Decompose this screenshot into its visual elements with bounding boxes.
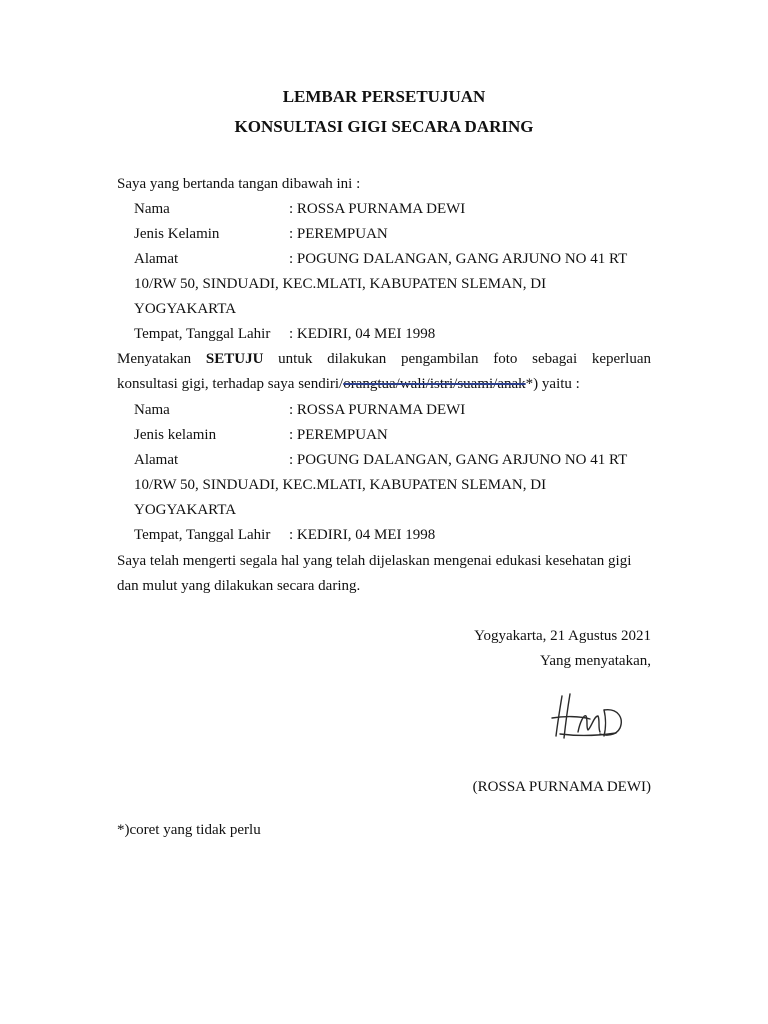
closing-line-2: dan mulut yang dilakukan secara daring. (117, 578, 361, 594)
subject-birth-label: Tempat, Tanggal Lahir (134, 527, 271, 543)
signer-birth-label: Tempat, Tanggal Lahir (134, 326, 271, 342)
signer-address-label: Alamat (134, 251, 179, 267)
subject-gender-label: Jenis kelamin (134, 427, 217, 443)
signer-address-cont-2: YOGYAKARTA (134, 301, 237, 317)
subject-address-label: Alamat (134, 452, 179, 468)
title-line-1: LEMBAR PERSETUJUAN (282, 87, 486, 106)
signer-name-label: Nama (134, 201, 170, 217)
handwritten-signature-icon (540, 686, 640, 746)
footnote: *)coret yang tidak perlu (117, 822, 261, 838)
statement-emphasis: SETUJU (205, 351, 264, 367)
signer-gender-value: : PEREMPUAN (289, 226, 388, 242)
subject-address-value: : POGUNG DALANGAN, GANG ARJUNO NO 41 RT (289, 452, 628, 468)
statement-line-2 (117, 376, 580, 393)
subject-address-cont-1: 10/RW 50, SINDUADI, KEC.MLATI, KABUPATEN SLEMAN, DI (134, 477, 547, 493)
signer-birth-value: : KEDIRI, 04 MEI 1998 (289, 326, 436, 342)
statement-prefix: Menyatakan (117, 351, 192, 367)
subject-name-label: Nama (134, 402, 170, 418)
subject-gender-value: : PEREMPUAN (289, 427, 388, 443)
place-date: Yogyakarta, 21 Agustus 2021 (474, 628, 651, 644)
signer-address-value: : POGUNG DALANGAN, GANG ARJUNO NO 41 RT (289, 251, 628, 267)
signer-address-cont-1: 10/RW 50, SINDUADI, KEC.MLATI, KABUPATEN SLEMAN, DI (134, 276, 547, 292)
intro-text: Saya yang bertanda tangan dibawah ini : (117, 176, 361, 192)
subject-name-value: : ROSSA PURNAMA DEWI (289, 402, 466, 418)
closing-line-1: Saya telah mengerti segala hal yang telah dijelaskan mengenai edukasi kesehatan gigi (117, 553, 632, 569)
signer-gender-label: Jenis Kelamin (134, 226, 220, 242)
statement-line2-prefix: konsultasi gigi, terhadap saya sendiri/ (117, 376, 344, 392)
statement-line-1 (117, 351, 651, 368)
title-line-2: KONSULTASI GIGI SECARA DARING (234, 117, 534, 136)
statement-rest: untuk dilakukan pengambilan foto sebagai keperluan (278, 351, 651, 367)
declarer-text: Yang menyatakan, (540, 653, 651, 669)
subject-address-cont-2: YOGYAKARTA (134, 502, 237, 518)
struck-options: orangtua/wali/istri/suami/anak (343, 376, 526, 392)
signature-name: (ROSSA PURNAMA DEWI) (472, 779, 651, 795)
signer-name-value: : ROSSA PURNAMA DEWI (289, 201, 466, 217)
statement-line2-suffix: *) yaitu : (525, 376, 580, 392)
subject-birth-value: : KEDIRI, 04 MEI 1998 (289, 527, 436, 543)
